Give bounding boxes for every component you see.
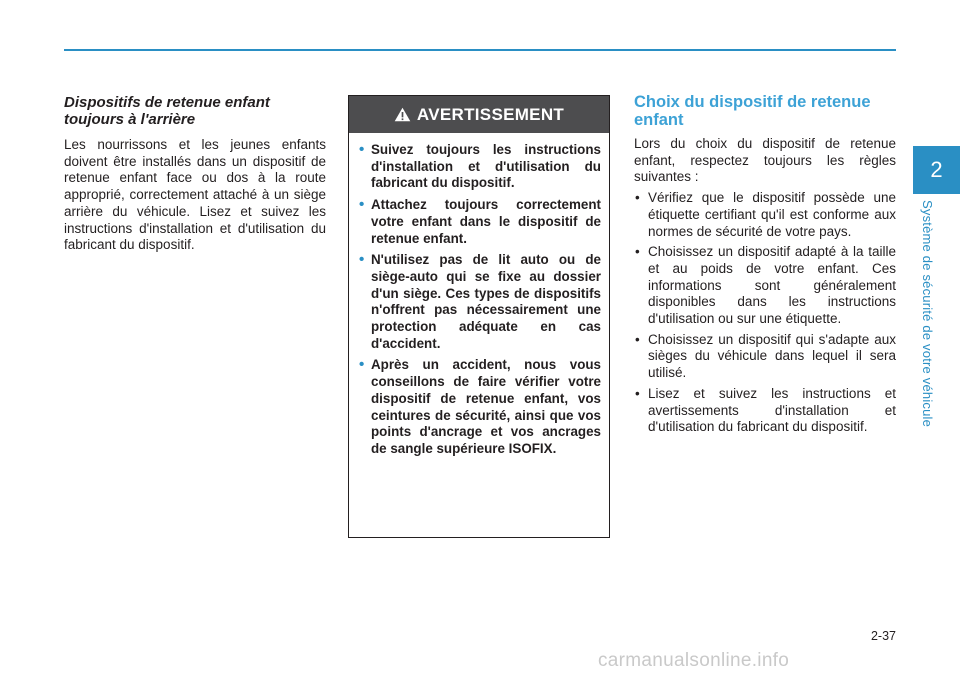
warning-item-text: N'utilisez pas de lit auto ou de siège-auto qui se fixe au dossier d'un siège. Ces types de dispositifs n'offrent pas nécessairement une protection adéquate en cas d'accident. <box>371 252 601 351</box>
warning-item-text: Suivez toujours les instructions d'installation et d'utilisation du fabricant du dispositif. <box>371 142 601 191</box>
warning-item <box>359 141 601 192</box>
chapter-title: Système de sécurité de votre véhicule <box>920 200 935 428</box>
warning-item <box>359 196 601 247</box>
left-paragraph: Les nourrissons et les jeunes enfants doivent être installés dans un dispositif de retenue enfant face ou dos à la route approprié, correctement attaché à un siège arrière du véhicule. Lisez et suivez les instructions d'installation et d'utilisation du fabricant du dispositif. <box>64 137 326 253</box>
chapter-number: 2 <box>930 157 943 182</box>
bullet-icon: • <box>635 331 640 347</box>
bullet-icon: • <box>359 196 365 214</box>
list-item <box>635 244 896 328</box>
warning-title: AVERTISSEMENT <box>416 104 565 124</box>
warning-item <box>359 356 601 457</box>
page-number: 2-37 <box>870 629 896 643</box>
bullet-icon: • <box>635 244 640 260</box>
top-rule <box>64 49 896 51</box>
warning-item <box>359 251 601 352</box>
left-column <box>64 94 326 254</box>
bullet-icon: • <box>635 190 640 206</box>
warning-item-text: Après un accident, nous vous conseillons de faire vérifier votre dispositif de retenue enfant, vos ceintures de sécurité, ainsi que vos points d'ancrage et vos ancrages de sangle supérieure ISOFIX. <box>371 357 601 456</box>
list-item-text: Choisissez un dispositif qui s'adapte aux sièges du véhicule dans lequel il sera utilisé. <box>648 331 896 381</box>
list-item-text: Lisez et suivez les instructions et avertissements d'installation et d'utilisation du fabricant du dispositif. <box>648 385 896 435</box>
chapter-tab[interactable] <box>913 146 960 194</box>
chapter-side-title <box>912 200 952 450</box>
list-item-text: Choisissez un dispositif adapté à la taille et au poids de votre enfant. Ces informations sont généralement disponibles dans les instructions d'utilisation ou sur une étiquette. <box>648 244 896 327</box>
bullet-icon: • <box>635 385 640 401</box>
list-item-text: Vérifiez que le dispositif possède une étiquette certifiant qu'il est conforme aux normes de sécurité de votre pays. <box>648 190 896 239</box>
right-heading: Choix du dispositif de retenue enfant <box>634 93 871 129</box>
warning-box <box>348 95 610 538</box>
list-item <box>635 190 896 240</box>
list-item <box>635 385 896 436</box>
warning-list <box>349 133 609 458</box>
right-bullet-list <box>634 190 896 436</box>
warning-item-text: Attachez toujours correctement votre enfant dans le dispositif de retenue enfant. <box>371 197 601 246</box>
warning-header <box>349 96 609 133</box>
right-column <box>634 94 896 440</box>
watermark: carmanualsonline.info <box>598 650 790 671</box>
bullet-icon: • <box>359 141 365 158</box>
right-intro: Lors du choix du dispositif de retenue enfant, respectez toujours les règles suivantes : <box>634 136 896 185</box>
left-heading: Dispositifs de retenue enfant toujours à l'arrière <box>64 94 270 128</box>
bullet-icon: • <box>359 251 365 269</box>
list-item <box>635 331 896 382</box>
warning-triangle-icon <box>394 107 411 122</box>
bullet-icon: • <box>359 356 365 374</box>
